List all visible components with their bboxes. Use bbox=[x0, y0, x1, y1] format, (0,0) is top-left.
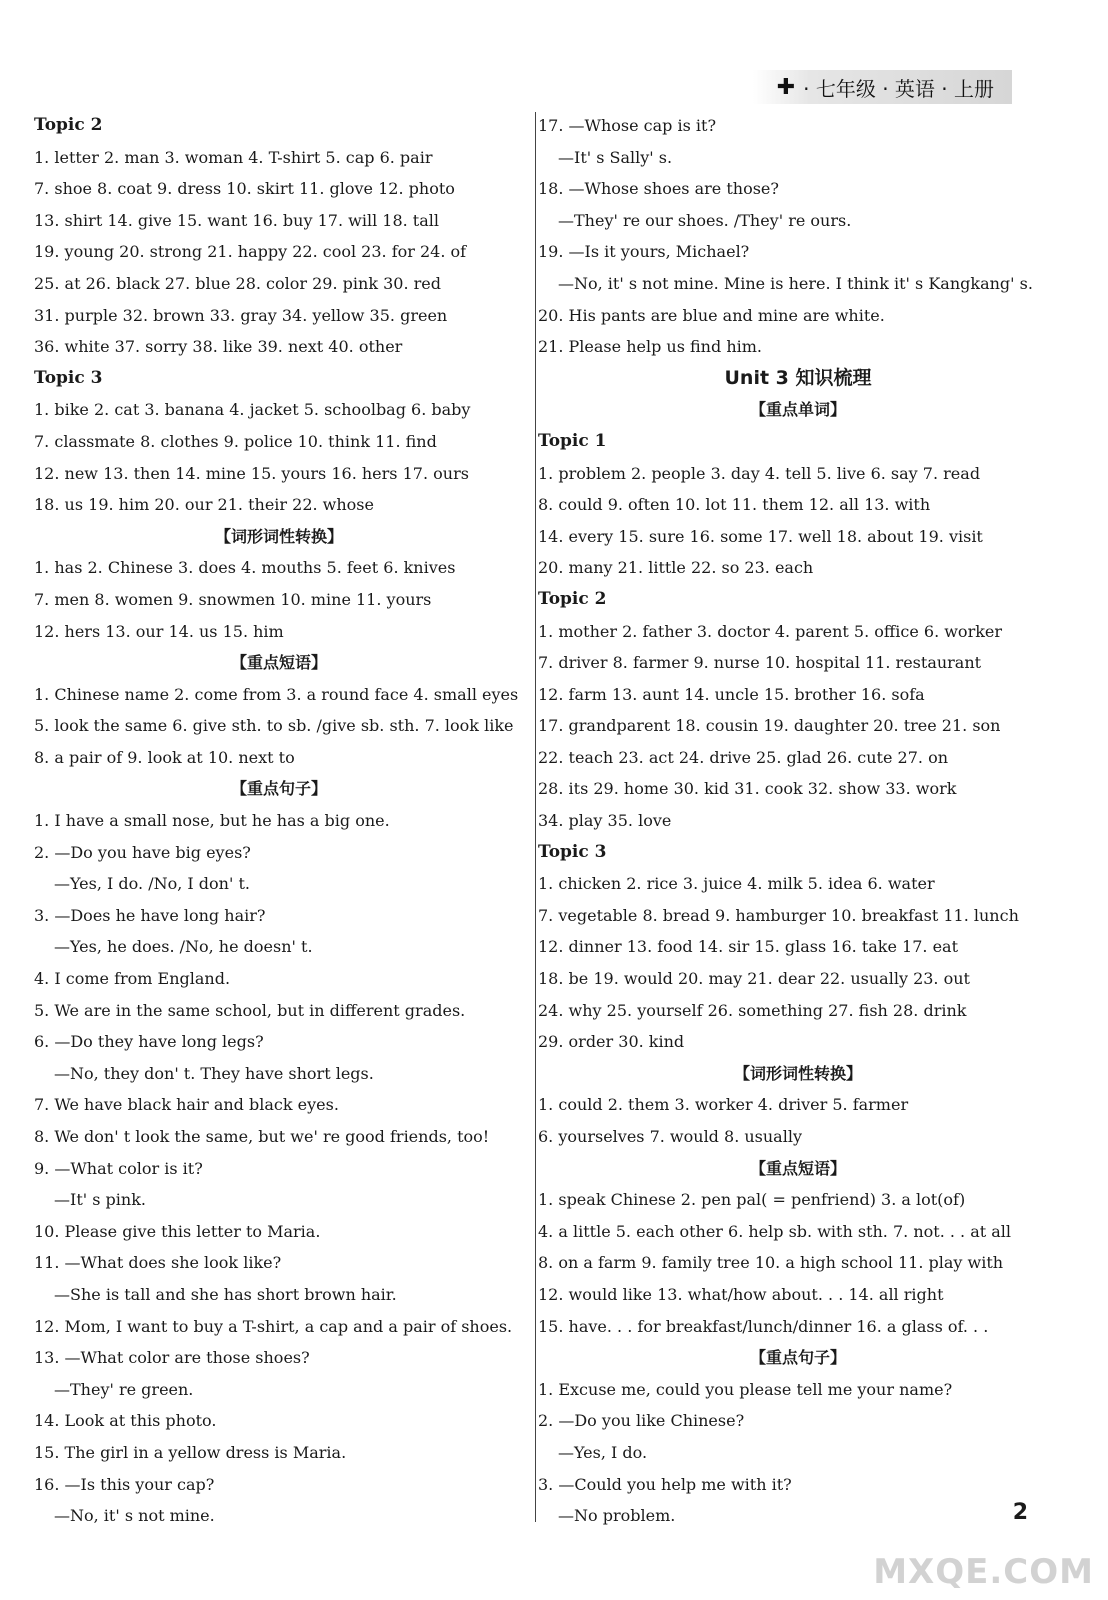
answer-line: 1. I have a small nose, but he has a big one. bbox=[34, 811, 390, 831]
answer-line: —They' re green. bbox=[54, 1379, 194, 1399]
left-column bbox=[34, 110, 524, 1532]
answer-line: 8. We don' t look the same, but we' re good friends, too! bbox=[34, 1127, 490, 1146]
answer-line: 3. —Could you help me with it? bbox=[538, 1474, 792, 1494]
answer-line: 25. at 26. black 27. blue 28. color 29. pink 30. red bbox=[34, 273, 441, 293]
answer-line: 18. —Whose shoes are those? bbox=[538, 179, 779, 199]
answer-line: 7. vegetable 8. bread 9. hamburger 10. breakfast 11. lunch bbox=[538, 905, 1019, 925]
answer-line: 1. mother 2. father 3. doctor 4. parent 5. office 6. worker bbox=[538, 621, 1003, 641]
answer-line: 7. shoe 8. coat 9. dress 10. skirt 11. glove 12. photo bbox=[34, 179, 455, 199]
answer-line: 8. on a farm 9. family tree 10. a high school 11. play with bbox=[538, 1253, 1004, 1273]
section-heading: 【词形词性转换】 bbox=[733, 1063, 862, 1083]
answer-line: 1. Chinese name 2. come from 3. a round face 4. small eyes bbox=[34, 684, 519, 704]
answer-line: —No, it' s not mine. Mine is here. I think it' s Kangkang' s. bbox=[558, 273, 1033, 293]
topic-heading: Topic 2 bbox=[34, 115, 103, 135]
answer-line: 18. us 19. him 20. our 21. their 22. whose bbox=[34, 495, 374, 515]
answer-line: 12. hers 13. our 14. us 15. him bbox=[34, 621, 284, 641]
answer-line: 14. every 15. sure 16. some 17. well 18. about 19. visit bbox=[538, 526, 983, 546]
page-number: 2 bbox=[1012, 1500, 1028, 1525]
answer-line: 1. Excuse me, could you please tell me your name? bbox=[538, 1379, 953, 1399]
answer-line: 12. would like 13. what/how about. . . 14. all right bbox=[538, 1284, 944, 1304]
answer-line: 2. —Do you like Chinese? bbox=[538, 1411, 745, 1431]
answer-line: 16. —Is this your cap? bbox=[34, 1474, 215, 1494]
header-title: · 七年级 · 英语 · 上册 bbox=[803, 76, 994, 101]
answer-line: 10. Please give this letter to Maria. bbox=[34, 1221, 321, 1241]
section-heading: 【重点句子】 bbox=[230, 779, 327, 799]
answer-line: 17. —Whose cap is it? bbox=[538, 116, 717, 135]
answer-line: 19. young 20. strong 21. happy 22. cool 23. for 24. of bbox=[34, 242, 467, 262]
answer-line: 1. problem 2. people 3. day 4. tell 5. live 6. say 7. read bbox=[538, 463, 981, 483]
right-column bbox=[538, 110, 1058, 1532]
topic-heading: Topic 3 bbox=[538, 841, 607, 862]
answer-line: 1. has 2. Chinese 3. does 4. mouths 5. feet 6. knives bbox=[34, 558, 456, 578]
answer-line: 6. yourselves 7. would 8. usually bbox=[538, 1127, 802, 1146]
answer-line: 24. why 25. yourself 26. something 27. fish 28. drink bbox=[538, 1000, 967, 1020]
answer-line: 20. His pants are blue and mine are white. bbox=[538, 305, 885, 325]
answer-line: 3. —Does he have long hair? bbox=[34, 905, 266, 925]
answer-line: 18. be 19. would 20. may 21. dear 22. usually 23. out bbox=[538, 969, 970, 989]
section-heading: 【重点短语】 bbox=[749, 1158, 846, 1178]
page-header bbox=[753, 70, 1012, 104]
answer-line: 2. —Do you have big eyes? bbox=[34, 842, 251, 862]
answer-line: 29. order 30. kind bbox=[538, 1032, 685, 1052]
answer-line: 13. —What color are those shoes? bbox=[34, 1348, 310, 1368]
answer-line: 12. Mom, I want to buy a T-shirt, a cap and a pair of shoes. bbox=[34, 1316, 513, 1336]
answer-line: —Yes, he does. /No, he doesn' t. bbox=[54, 937, 313, 957]
answer-line: 34. play 35. love bbox=[538, 811, 672, 831]
answer-line: 7. men 8. women 9. snowmen 10. mine 11. yours bbox=[34, 589, 432, 609]
answer-line: 22. teach 23. act 24. drive 25. glad 26. cute 27. on bbox=[538, 747, 949, 767]
answer-line: 6. —Do they have long legs? bbox=[34, 1032, 264, 1052]
answer-line: 19. —Is it yours, Michael? bbox=[538, 242, 750, 262]
answer-line: 1. letter 2. man 3. woman 4. T-shirt 5. cap 6. pair bbox=[34, 147, 433, 167]
section-heading: 【重点单词】 bbox=[749, 400, 846, 420]
answer-line: —It' s Sally' s. bbox=[558, 147, 673, 167]
answer-line: —She is tall and she has short brown hair. bbox=[54, 1284, 397, 1304]
answer-line: 20. many 21. little 22. so 23. each bbox=[538, 558, 814, 578]
column-divider bbox=[535, 112, 536, 1522]
topic-heading: Topic 3 bbox=[34, 367, 103, 388]
answer-line: —No problem. bbox=[558, 1506, 676, 1526]
answer-line: 31. purple 32. brown 33. gray 34. yellow 35. green bbox=[34, 305, 448, 325]
answer-line: —They' re our shoes. /They' re ours. bbox=[558, 210, 852, 230]
section-heading: Unit 3 知识梳理 bbox=[724, 366, 872, 389]
answer-line: —Yes, I do. /No, I don' t. bbox=[54, 874, 250, 894]
answer-line: 7. We have black hair and black eyes. bbox=[34, 1095, 339, 1115]
answer-line: 4. a little 5. each other 6. help sb. with sth. 7. not. . . at all bbox=[538, 1221, 1012, 1241]
answer-line: 12. new 13. then 14. mine 15. yours 16. hers 17. ours bbox=[34, 463, 469, 483]
answer-line: 14. Look at this photo. bbox=[34, 1411, 217, 1431]
topic-heading: Topic 2 bbox=[538, 588, 607, 609]
answer-line: 8. a pair of 9. look at 10. next to bbox=[34, 747, 295, 767]
answer-line: 1. could 2. them 3. worker 4. driver 5. farmer bbox=[538, 1095, 909, 1115]
answer-line: 15. The girl in a yellow dress is Maria. bbox=[34, 1442, 347, 1462]
answer-line: 21. Please help us find him. bbox=[538, 337, 762, 357]
answer-line: 17. grandparent 18. cousin 19. daughter 20. tree 21. son bbox=[538, 716, 1001, 736]
answer-line: 5. look the same 6. give sth. to sb. /give sb. sth. 7. look like bbox=[34, 716, 514, 736]
cross-icon: ✚ bbox=[776, 74, 796, 100]
answer-line: 4. I come from England. bbox=[34, 969, 231, 989]
section-heading: 【重点短语】 bbox=[230, 653, 327, 673]
answer-line: 12. dinner 13. food 14. sir 15. glass 16. take 17. eat bbox=[538, 937, 958, 957]
topic-heading: Topic 1 bbox=[538, 430, 607, 451]
answer-line: 36. white 37. sorry 38. like 39. next 40. other bbox=[34, 337, 403, 357]
answer-line: 8. could 9. often 10. lot 11. them 12. all 13. with bbox=[538, 495, 931, 515]
watermark: MXQE.COM bbox=[873, 1552, 1094, 1592]
answer-line: 1. chicken 2. rice 3. juice 4. milk 5. idea 6. water bbox=[538, 874, 935, 894]
answer-line: 5. We are in the same school, but in different grades. bbox=[34, 1000, 466, 1020]
answer-line: 7. classmate 8. clothes 9. police 10. think 11. find bbox=[34, 431, 437, 451]
answer-line: 11. —What does she look like? bbox=[34, 1253, 282, 1273]
answer-line: —Yes, I do. bbox=[558, 1442, 648, 1462]
section-heading: 【重点句子】 bbox=[749, 1348, 846, 1368]
answer-line: 7. driver 8. farmer 9. nurse 10. hospital 11. restaurant bbox=[538, 653, 982, 673]
section-heading: 【词形词性转换】 bbox=[214, 526, 343, 546]
answer-line: 1. bike 2. cat 3. banana 4. jacket 5. schoolbag 6. baby bbox=[34, 400, 471, 420]
answer-line: —No, they don' t. They have short legs. bbox=[54, 1063, 374, 1083]
answer-line: 28. its 29. home 30. kid 31. cook 32. show 33. work bbox=[538, 779, 957, 799]
answer-line: —No, it' s not mine. bbox=[54, 1506, 215, 1526]
answer-line: 12. farm 13. aunt 14. uncle 15. brother 16. sofa bbox=[538, 684, 925, 704]
answer-line: 13. shirt 14. give 15. want 16. buy 17. will 18. tall bbox=[34, 210, 439, 230]
answer-line: —It' s pink. bbox=[54, 1190, 146, 1210]
answer-line: 1. speak Chinese 2. pen pal( = penfriend) 3. a lot(of) bbox=[538, 1190, 966, 1210]
answer-line: 9. —What color is it? bbox=[34, 1158, 203, 1178]
answer-line: 15. have. . . for breakfast/lunch/dinner 16. a glass of. . . bbox=[538, 1316, 989, 1336]
